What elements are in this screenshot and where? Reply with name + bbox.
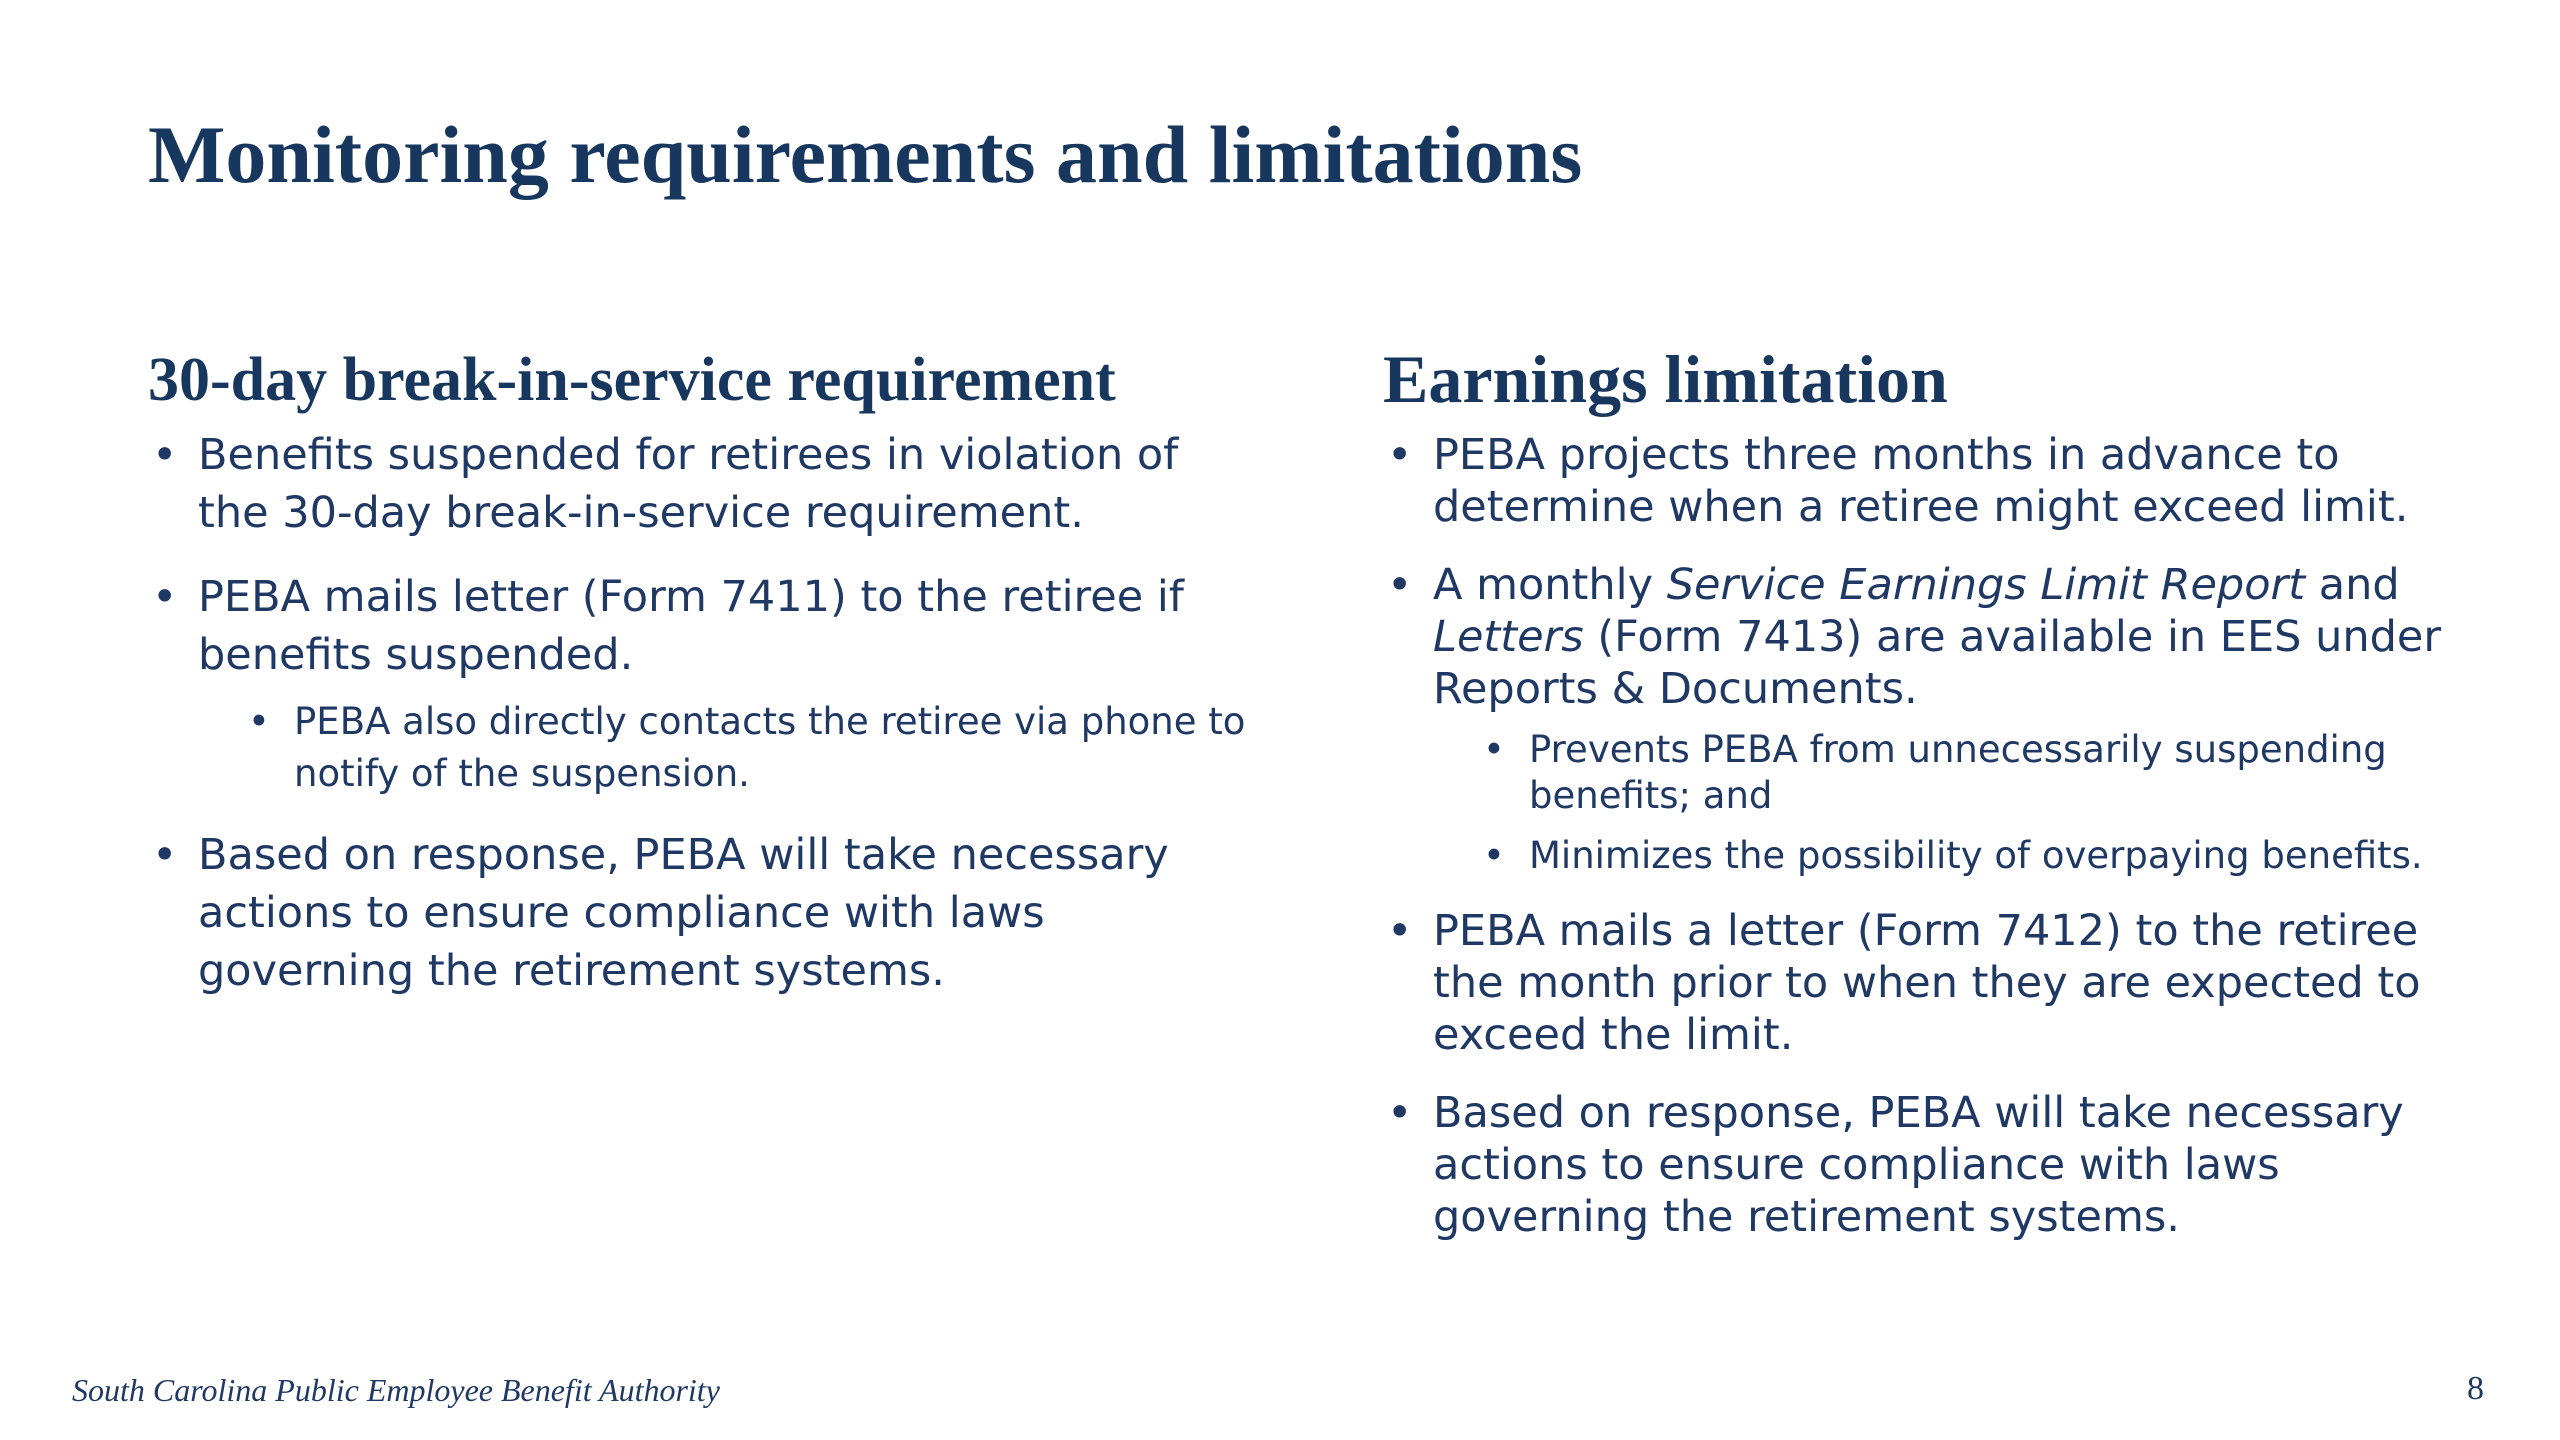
left-bullet: [198, 426, 1248, 542]
right-heading: Earnings limitation: [1383, 341, 1948, 417]
right-sub-bullet-text: Minimizes the possibility of overpaying benefits.: [1529, 834, 2423, 877]
right-bullet-text: Based on response, PEBA will take necessary actions to ensure compliance with laws governing the retirement systems.: [1433, 1088, 2404, 1242]
right-bullet: [1433, 429, 2493, 533]
right-sub-bullet-text: Prevents PEBA from unnecessarily suspending benefits; and: [1529, 728, 2387, 817]
right-sub-bullet-list: [1433, 727, 2493, 879]
right-sub-bullet: [1529, 727, 2493, 819]
right-bullet-text-prefix: A monthly: [1433, 560, 1667, 610]
footer-organization: South Carolina Public Employee Benefit Authority: [72, 1372, 720, 1408]
left-sub-bullet-list: [198, 696, 1248, 800]
left-sub-bullet: [294, 696, 1248, 800]
right-bullet: [1433, 559, 2493, 879]
left-bullet-text: Based on response, PEBA will take necessary actions to ensure compliance with laws governing the retirement systems.: [198, 830, 1169, 996]
right-bullet-text: PEBA projects three months in advance to determine when a retiree might exceed limit.: [1433, 430, 2409, 532]
right-bullet-text-mid: and: [2305, 560, 2400, 610]
left-sub-bullet-text: PEBA also directly contacts the retiree via phone to notify of the suspension.: [294, 700, 1246, 795]
left-heading: 30-day break-in-service requirement: [148, 346, 1116, 414]
right-bullet-text-suffix: (Form 7413) are available in EES under Reports & Documents.: [1433, 612, 2442, 714]
left-bullet-text: Benefits suspended for retirees in violation of the 30-day break-in-service requirement.: [198, 430, 1179, 538]
right-sub-bullet: [1529, 833, 2493, 879]
report-name-italic: Service Earnings Limit Report: [1666, 560, 2306, 610]
page-number: 8: [2467, 1370, 2484, 1407]
left-column: [148, 345, 1248, 1026]
left-bullet: [198, 826, 1248, 1000]
left-bullet-list: [148, 426, 1248, 1000]
right-bullet-text: PEBA mails a letter (Form 7412) to the retiree the month prior to when they are expected to exceed the limit.: [1433, 906, 2421, 1060]
right-bullet: [1433, 905, 2493, 1061]
slide-title: Monitoring requirements and limitations: [148, 109, 1583, 200]
right-bullet-list: [1383, 429, 2493, 1243]
left-bullet: [198, 568, 1248, 800]
letters-italic: Letters: [1433, 612, 1584, 662]
left-bullet-text: PEBA mails letter (Form 7411) to the retiree if benefits suspended.: [198, 572, 1184, 680]
right-bullet: [1433, 1087, 2493, 1243]
right-column: [1383, 340, 2493, 1269]
